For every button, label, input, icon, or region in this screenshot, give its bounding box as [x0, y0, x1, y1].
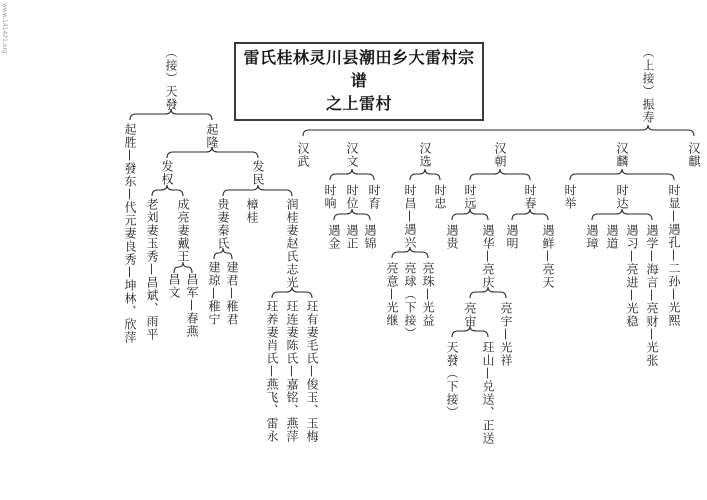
tree-node-shizhong: 时忠: [433, 184, 447, 210]
tree-node-jueyang-line: 玨养妻肖氏—燕飞、雷永: [265, 300, 279, 443]
brace-shiyuan: [452, 209, 488, 220]
tree-node-changjun-line: 昌军—春燕: [185, 273, 199, 338]
tree-node-yujinbrocade: 遇锦: [363, 224, 377, 250]
brace-zhenshou: [303, 125, 694, 136]
brace-shiwei: [334, 209, 370, 220]
tree-node-shiwei: 时位: [345, 184, 359, 210]
tree-node-yuxi-line: 遇习—亮进—光稳: [625, 224, 639, 328]
tree-node-gui-qi-qin: 贵妻秦氏: [216, 198, 230, 250]
title-line-2: 之上雷村: [325, 94, 392, 114]
tree-node-shiyu: 时育: [367, 184, 381, 210]
tree-node-jianjun-line: 建君—稚君: [225, 261, 239, 326]
tree-node-shixian-line: 时显—遇孔—二孙—光熙: [667, 184, 681, 327]
tree-node-hanwu: 汉武: [296, 142, 310, 168]
brace-famin: [223, 185, 292, 196]
tree-node-shichang-line: 时昌—遇兴: [403, 184, 417, 249]
tree-node-liangyi-line: 亮意—光继: [385, 262, 399, 327]
tree-node-hanxuan: 汉选: [418, 142, 432, 168]
tree-node-shida: 时达: [615, 184, 629, 210]
tree-node-tianfa-xiajie: 天發（下接）: [445, 341, 459, 419]
brace-faquan: [152, 185, 183, 196]
brace-hanchao: [470, 169, 530, 180]
tree-node-jie-tianfa: （接）天發: [164, 46, 178, 111]
tree-node-liangqiu-line: 亮球（下接）: [403, 262, 417, 340]
tree-node-shiju: 时举: [563, 184, 577, 210]
brace-hanlin: [570, 169, 674, 180]
brace-chengliang: [174, 262, 192, 273]
tree-node-yuzhang: 遇璋: [585, 224, 599, 250]
tree-node-zhanggui: 樟桂: [245, 198, 259, 224]
tree-node-jianqiong-line: 建琼—稚宁: [207, 261, 221, 326]
tree-node-hanlin: 汉麟: [615, 142, 629, 168]
tree-node-rungui-line: 润桂妻赵氏志光: [285, 198, 299, 289]
tree-node-shiyuan: 时远: [463, 184, 477, 210]
tree-node-qisheng-line: 起胜—發东—代元妻良秀—坤林、欣萍: [123, 123, 137, 344]
tree-node-yuming: 遇明: [505, 224, 519, 250]
tree-node-jueshan-line: 玨山—兑送、正送: [481, 341, 495, 445]
tree-node-shangjie-zhenshou: （上接）振寿: [641, 46, 655, 124]
tree-node-yuxian-line: 遇鲜—亮天: [541, 224, 555, 289]
tree-node-hanqi: 汉麒: [687, 142, 701, 168]
tree-node-hanchao: 汉朝: [493, 142, 507, 168]
tree-node-shichun: 时春: [523, 184, 537, 210]
brace-hanxuan: [410, 169, 440, 180]
tree-node-liangzhu-line: 亮珠—光益: [421, 262, 435, 327]
tree-node-jueyou-line: 玨有妻毛氏—俊玉、玉梅: [305, 300, 319, 443]
brace-hanwen: [330, 169, 374, 180]
watermark-text: www.141421.org: [1, 3, 8, 54]
tree-node-yuzheng: 遇正: [345, 224, 359, 250]
brace-shida: [592, 209, 652, 220]
tree-node-chengliang: 成亮妻戴王: [176, 198, 190, 263]
brace-shichun: [512, 209, 548, 220]
tree-node-yuxue-line: 遇学—海言—亮财—光张: [645, 224, 659, 367]
tree-node-yugui: 遇贵: [445, 224, 459, 250]
tree-node-yudao: 遇道: [605, 224, 619, 250]
tree-node-qilong: 起隆: [205, 123, 219, 149]
tree-node-liangzhou: 亮宙: [463, 302, 477, 328]
tree-node-faquan: 发权: [160, 160, 174, 186]
tree-node-shixiang: 时响: [323, 184, 337, 210]
tree-node-famin: 发民: [251, 160, 265, 186]
tree-node-changwen: 昌文: [167, 273, 181, 299]
tree-node-juelian-line: 玨连妻陈氏—嘉铭、燕萍: [285, 300, 299, 443]
tree-node-yuhua-line: 遇华—亮庆: [481, 224, 495, 289]
title-line-1: 雷氏桂林灵川县潮田乡大雷村宗谱: [243, 48, 475, 91]
tree-node-yujin: 遇金: [327, 224, 341, 250]
tree-node-laoliu-line: 老刘妻玉秀—昌斌、雨平: [145, 198, 159, 341]
tree-node-liangyu-line: 亮宇—光祥: [499, 302, 513, 367]
tree-node-hanwen: 汉文: [345, 142, 359, 168]
